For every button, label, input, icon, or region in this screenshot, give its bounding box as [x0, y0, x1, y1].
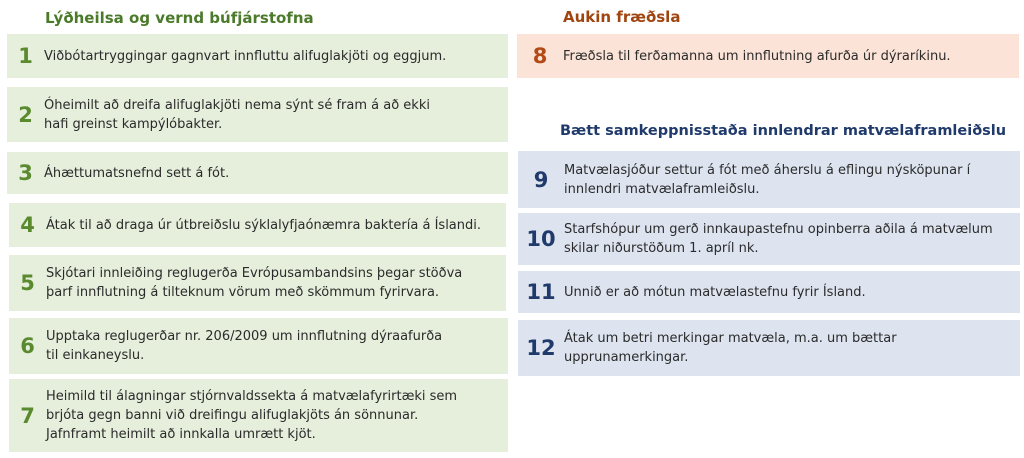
action-item-5 [9, 255, 506, 311]
action-item-10 [518, 213, 1020, 265]
item-text: Matvælasjóður settur á fót með áherslu á eflingu nýsköpunar í innlendri matvælaframleiðslu. [564, 162, 971, 197]
item-number: 6 [20, 334, 35, 358]
action-item-9 [518, 151, 1020, 208]
action-item-6 [9, 318, 508, 374]
item-number: 1 [18, 44, 33, 68]
item-text: Unnið er að mótun matvælastefnu fyrir Ísland. [564, 284, 866, 300]
item-number: 9 [533, 167, 549, 192]
action-item-1 [7, 34, 508, 78]
item-number: 10 [526, 227, 556, 251]
item-number: 4 [20, 213, 35, 237]
action-item-2 [7, 87, 508, 142]
section-heading-competitiveness: Bætt samkeppnisstaða innlendrar matvælaframleiðslu [560, 123, 1007, 139]
item-text: Heimild til álagningar stjórnvaldssekta á matvælafyrirtæki sem brjóta gegn banni við dreifingu alifuglakjöts án sönnunar. Jafnframt heimilt að innkalla umrætt kjöt. [46, 389, 458, 442]
item-text: Upptaka reglugerðar nr. 206/2009 um innflutning dýraafurða til einkaneyslu. [46, 329, 443, 363]
item-number: 7 [20, 403, 35, 428]
item-number: 11 [526, 280, 556, 304]
item-text: Átak til að draga úr útbreiðslu sýklalyfjaónæmra baktería á Íslandi. [46, 217, 482, 233]
item-text: Skjótari innleiðing reglugerða Evrópusambandsins þegar stöðva þarf innflutning á tilteknum vörum með skömmum fyrirvara. [46, 266, 463, 300]
section-heading-education: Aukin fræðsla [563, 8, 681, 26]
item-text: Áhættumatsnefnd sett á fót. [44, 165, 230, 181]
item-text: Fræðsla til ferðamanna um innflutning afurða úr dýraríkinu. [563, 48, 951, 64]
action-item-11 [518, 271, 1020, 313]
item-number: 2 [18, 102, 33, 127]
item-number: 5 [20, 271, 35, 295]
item-text: Starfshópur um gerð innkaupastefnu opinberra aðila á matvælum skilar niðurstöðum 1. apríl nk. [564, 222, 993, 256]
item-number: 8 [532, 44, 548, 68]
item-number: 12 [526, 336, 556, 360]
item-text: Átak um betri merkingar matvæla, m.a. um bættar upprunamerkingar. [564, 331, 897, 365]
item-text: Óheimilt að dreifa alifuglakjöti nema sýnt sé fram á að ekki hafi greinst kampýlóbakter. [44, 97, 430, 132]
item-number: 3 [18, 161, 33, 185]
item-text: Viðbótartryggingar gagnvart innfluttu alifuglakjöti og eggjum. [44, 48, 447, 64]
action-item-12 [518, 320, 1020, 376]
section-heading-public-health: Lýðheilsa og vernd búfjárstofna [45, 9, 314, 27]
action-item-3 [7, 152, 508, 194]
action-item-7 [9, 379, 508, 452]
action-item-4 [9, 203, 506, 247]
action-item-8 [517, 34, 1019, 78]
